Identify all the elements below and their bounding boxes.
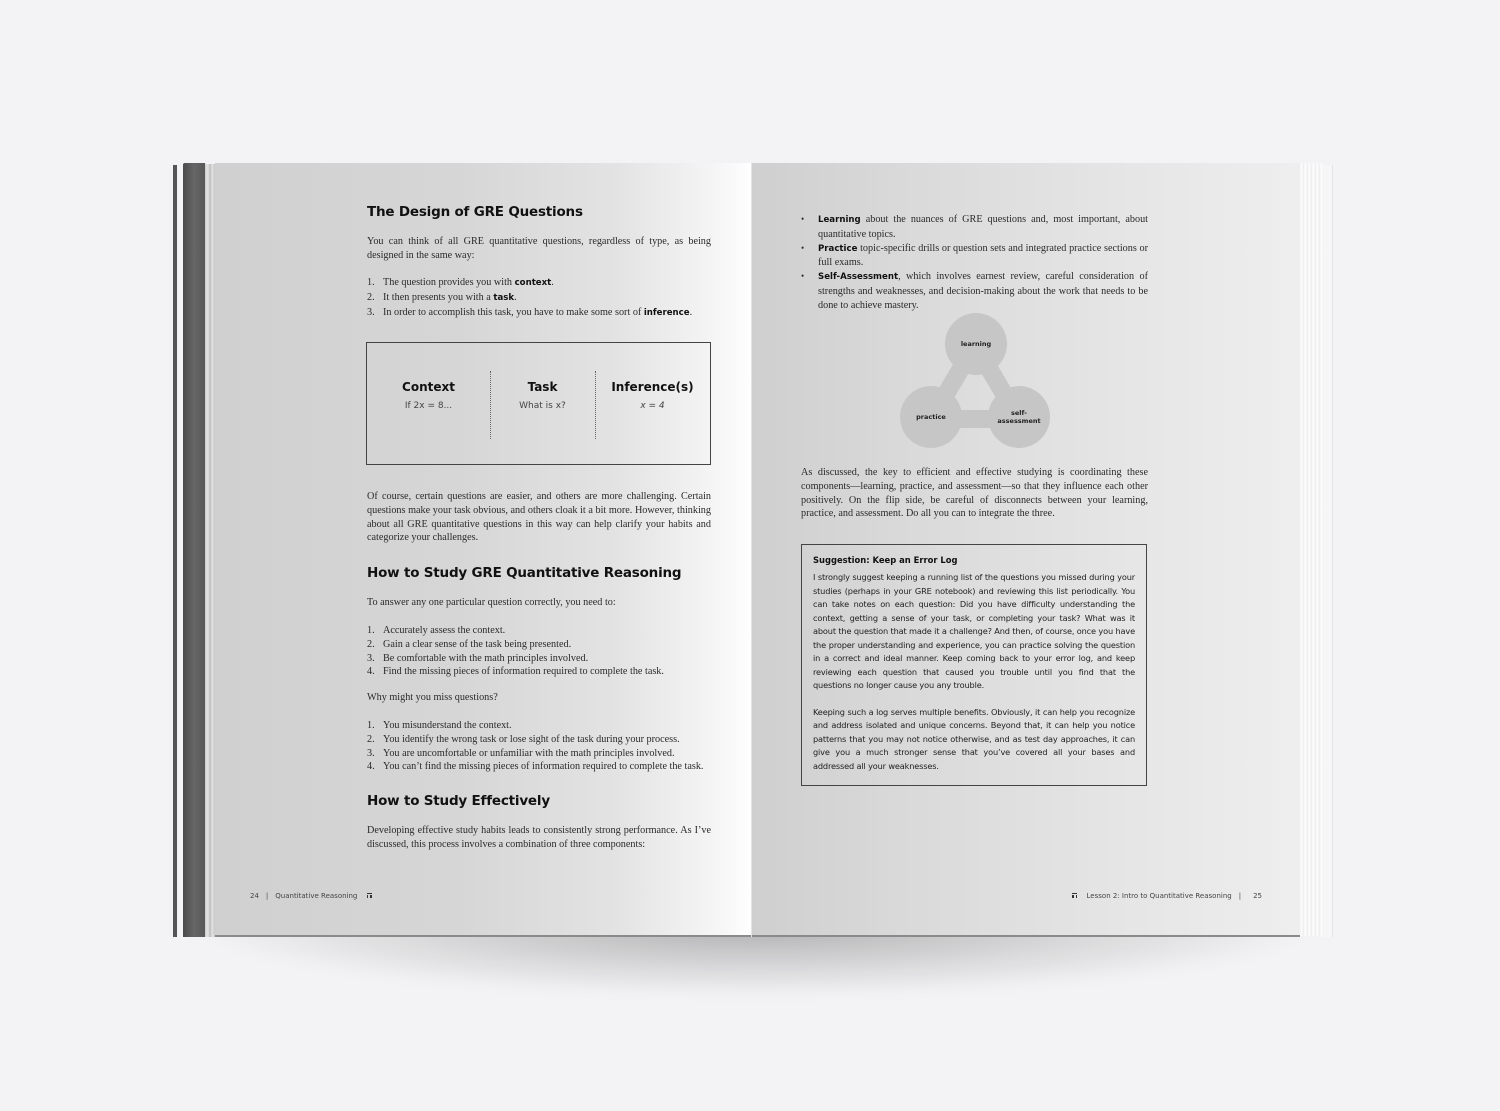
context-task-inference-diagram: [366, 342, 711, 465]
callout-title: Suggestion: Keep an Error Log: [813, 555, 958, 565]
why-miss-prompt: Why might you miss questions?: [367, 692, 498, 703]
node-learning: learning: [945, 313, 1007, 375]
page-number: 25: [1253, 892, 1262, 900]
publisher-logo-icon: [1072, 893, 1077, 899]
components-list: [801, 213, 1148, 313]
list-item-practice: • Practice topic-specific drills or question sets and integrated practice sections or full exams.: [801, 242, 1148, 271]
left-page: [215, 163, 752, 937]
page-number: 24: [250, 892, 259, 900]
suggestion-callout-box: [801, 544, 1147, 786]
effective-intro-paragraph: Developing effective study habits leads to consistently strong performance. As I’ve discussed, this process involves a combination of three components:: [367, 825, 711, 850]
list-item-learning: • Learning about the nuances of GRE questions and, most important, about quantitative topics.: [801, 213, 1148, 242]
diagram-column-task: Task What is x?: [519, 380, 566, 411]
back-cover-edge: [173, 165, 177, 937]
right-page-stack: [1300, 163, 1322, 936]
left-page-footer: 24 | Quantitative Reasoning: [250, 892, 372, 900]
study-intro-paragraph: To answer any one particular question correctly, you need to:: [367, 597, 616, 608]
diagram-column-context: Context If 2x = 8...: [402, 380, 455, 411]
reasons-list: [367, 719, 717, 774]
list-item: 4. Find the missing pieces of information required to complete the task.: [367, 666, 664, 678]
callout-paragraph-1: I strongly suggest keeping a running list of the questions you missed during your studies (perhaps in your GRE notebook) and reviewing this list periodically. You can take notes on each question: Did you have difficulty understanding the context, getting a sense of your task, or completing your task? What was it about the question that made it a challenge? And then, of course, once you have the proper understanding and experience, you can practice solving the question in a correct and ideal manner. Keep coming back to your error log, and keep reviewing each question that caused you trouble until you find that the questions no longer cause you any trouble.: [813, 572, 1135, 690]
node-self-assessment: self- assessment: [988, 386, 1050, 448]
publisher-logo-icon: [367, 893, 372, 899]
design-closing-paragraph: Of course, certain questions are easier, and others are more challenging. Certain questions make your task obvious, and others cloak it a bit more. However, thinking about all GRE quantitative questions in this way can help clarify your habits and categorize your challenges.: [367, 491, 711, 544]
list-item: 1. The question provides you with context.: [367, 277, 554, 288]
book-spine-edge: [183, 163, 205, 937]
callout-paragraph-2: Keeping such a log serves multiple benefits. Obviously, it can help you recognize and address isolated and unique concerns. Beyond that, it can help you notice patterns that you may not notice otherwise, and as test day approaches, it can give you a much stronger sense that you’ve covered all your bases and addressed all your weaknesses.: [813, 706, 1135, 771]
diagram-column-inference: Inference(s) x = 4: [611, 380, 694, 411]
heading-how-to-study-gre-quant: How to Study GRE Quantitative Reasoning: [367, 565, 682, 581]
front-cover-edge: [1322, 165, 1333, 937]
list-item: 2. Gain a clear sense of the task being presented.: [367, 638, 572, 650]
design-intro-paragraph: You can think of all GRE quantitative questions, regardless of type, as being designed in the same way:: [367, 236, 711, 261]
heading-design-of-gre-questions: The Design of GRE Questions: [367, 204, 583, 220]
list-item: 4. You can’t find the missing pieces of information required to complete the task.: [367, 761, 704, 773]
left-page-stack: [205, 164, 215, 937]
summary-paragraph: As discussed, the key to efficient and effective studying is coordinating these components—learning, practice, and assessment—so that they influence each other positively. On the flip side, be careful of disconnects between your learning, practice, and assessment. Do all you can to integrate the three.: [801, 467, 1148, 520]
list-item: 3. In order to accomplish this task, you have to make some sort of inference.: [367, 306, 693, 318]
list-item: 1. You misunderstand the context.: [367, 720, 512, 731]
heading-how-to-study-effectively: How to Study Effectively: [367, 793, 550, 809]
needs-list: [367, 624, 711, 679]
running-title: Quantitative Reasoning: [275, 892, 358, 900]
running-title: Lesson 2: Intro to Quantitative Reasoning: [1086, 892, 1232, 900]
right-page-footer: Lesson 2: Intro to Quantitative Reasoning | 25: [1072, 892, 1262, 900]
right-page: [752, 163, 1300, 937]
list-item: 2. It then presents you with a task.: [367, 291, 517, 303]
list-item: 3. You are uncomfortable or unfamiliar with the math principles involved.: [367, 747, 675, 759]
list-item-self-assessment: • Self-Assessment, which involves earnest review, careful consideration of strengths and weaknesses, and decision-making about the work that needs to be done to achieve mastery.: [801, 270, 1148, 312]
node-practice: practice: [900, 386, 962, 448]
study-cycle-diagram: [897, 311, 1057, 451]
list-item: 2. You identify the wrong task or lose sight of the task during your process.: [367, 733, 680, 745]
list-item: 3. Be comfortable with the math principles involved.: [367, 652, 589, 664]
design-steps-list: [367, 276, 711, 320]
list-item: 1. Accurately assess the context.: [367, 625, 506, 636]
